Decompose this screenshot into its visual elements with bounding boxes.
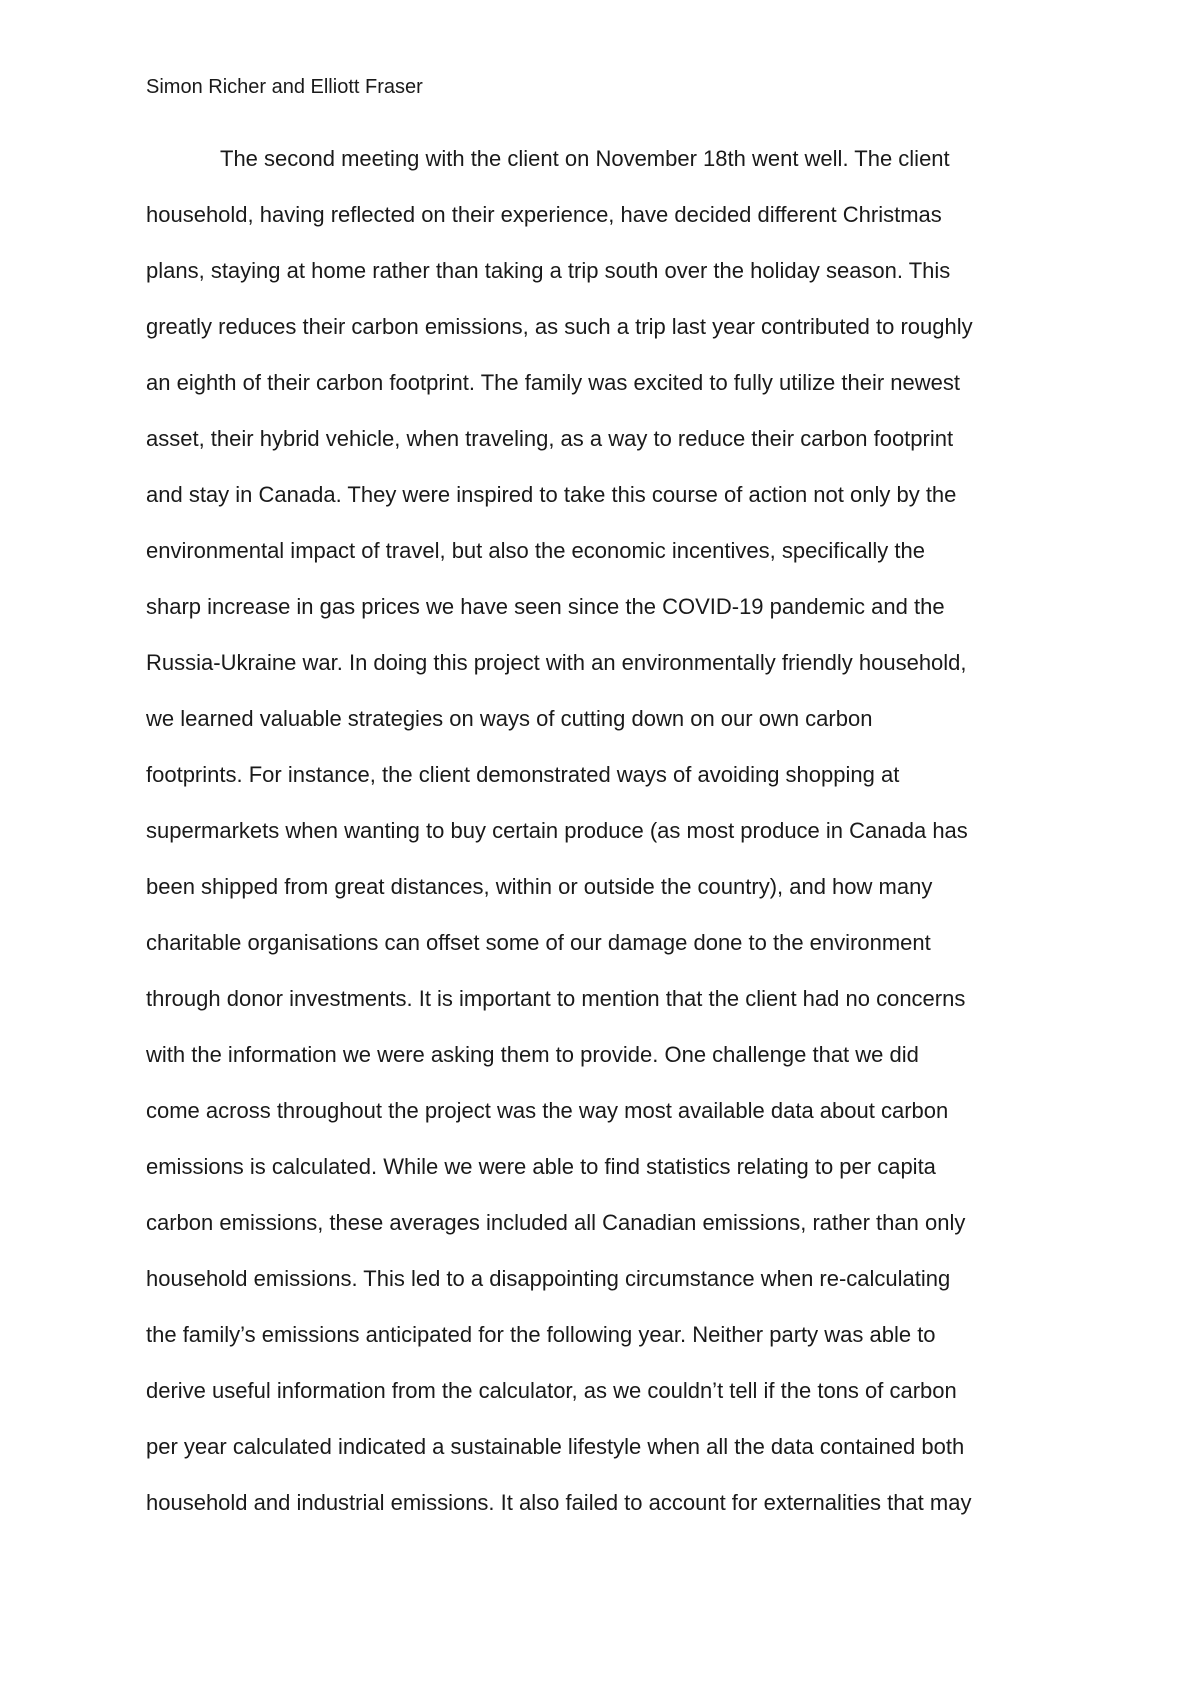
text-line: with the information we were asking them to provide. One challenge that we did (146, 1042, 919, 1067)
text-line: footprints. For instance, the client demonstrated ways of avoiding shopping at (146, 762, 900, 787)
text-line: emissions is calculated. While we were able to find statistics relating to per capita (146, 1154, 936, 1179)
text-line: household, having reflected on their experience, have decided different Christmas (146, 202, 942, 227)
text-line: household emissions. This led to a disappointing circumstance when re-calculating (146, 1266, 951, 1291)
text-line: we learned valuable strategies on ways of cutting down on our own carbon (146, 706, 873, 731)
text-line: environmental impact of travel, but also the economic incentives, specifically the (146, 538, 925, 563)
text-line: per year calculated indicated a sustainable lifestyle when all the data contained both (146, 1434, 965, 1459)
text-line: The second meeting with the client on November 18th went well. The client (220, 146, 950, 171)
text-line: through donor investments. It is important to mention that the client had no concerns (146, 986, 966, 1011)
text-line: greatly reduces their carbon emissions, as such a trip last year contributed to roughly (146, 314, 973, 339)
text-line: and stay in Canada. They were inspired to take this course of action not only by the (146, 482, 957, 507)
text-line: charitable organisations can offset some of our damage done to the environment (146, 930, 931, 955)
text-line: supermarkets when wanting to buy certain produce (as most produce in Canada has (146, 818, 968, 843)
text-line: derive useful information from the calculator, as we couldn’t tell if the tons of carbon (146, 1378, 957, 1403)
text-line: asset, their hybrid vehicle, when traveling, as a way to reduce their carbon footprint (146, 426, 954, 451)
text-line: household and industrial emissions. It also failed to account for externalities that may (146, 1490, 972, 1515)
text-line: the family’s emissions anticipated for the following year. Neither party was able to (146, 1322, 936, 1347)
text-line: Russia-Ukraine war. In doing this project with an environmentally friendly household, (146, 650, 967, 675)
text-line: come across throughout the project was the way most available data about carbon (146, 1098, 949, 1123)
author-header: Simon Richer and Elliott Fraser (146, 76, 423, 98)
text-line: been shipped from great distances, within or outside the country), and how many (146, 874, 933, 899)
body-paragraph (146, 144, 1066, 1544)
text-line: sharp increase in gas prices we have seen since the COVID-19 pandemic and the (146, 594, 945, 619)
text-line: an eighth of their carbon footprint. The family was excited to fully utilize their newest (146, 370, 961, 395)
text-line: plans, staying at home rather than taking a trip south over the holiday season. This (146, 258, 951, 283)
text-line: carbon emissions, these averages included all Canadian emissions, rather than only (146, 1210, 966, 1235)
